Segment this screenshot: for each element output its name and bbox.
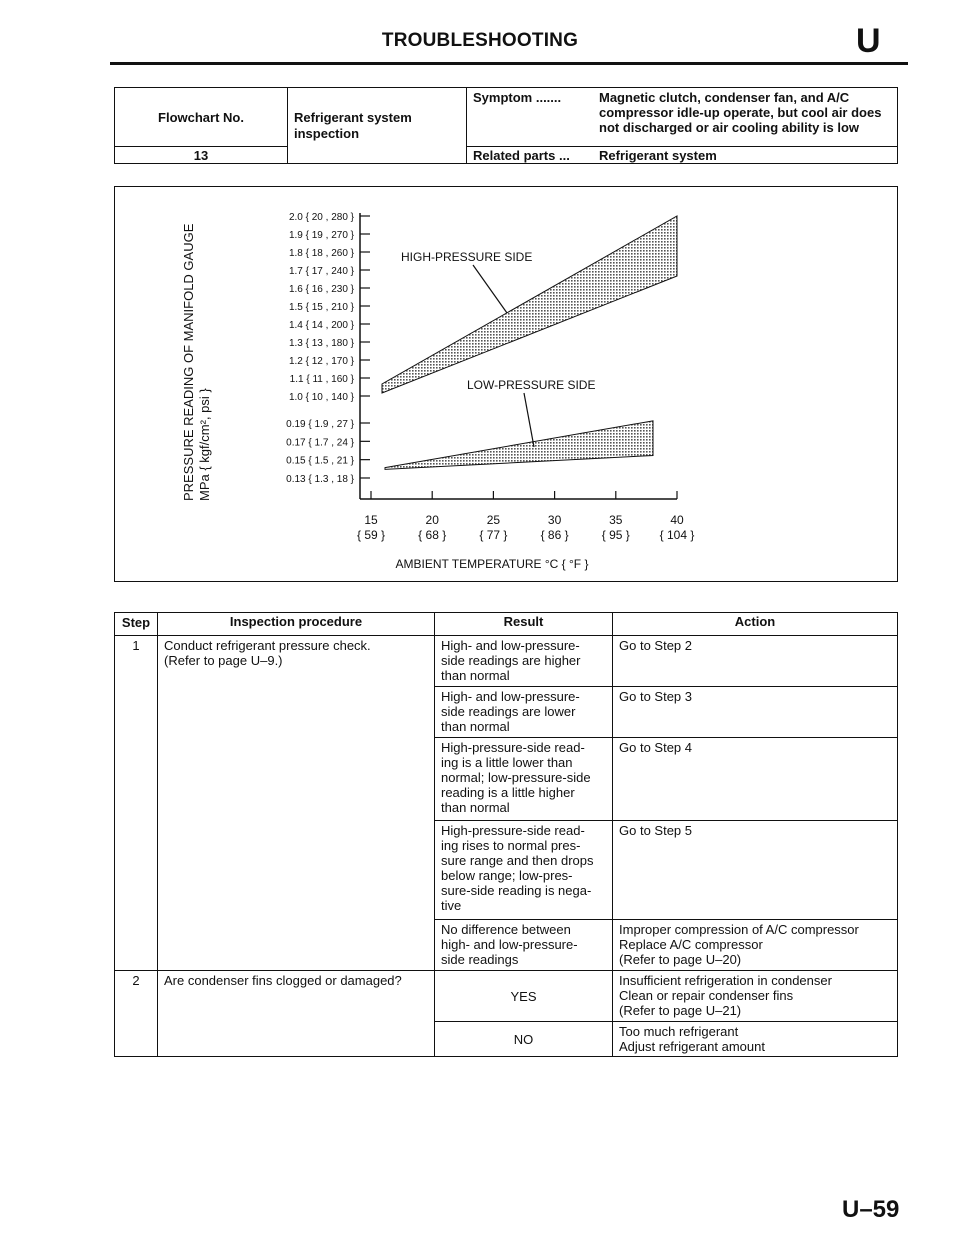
symptom-label: Symptom ....... (473, 90, 562, 105)
y-tick-label: 1.9 { 19 , 270 } (288, 230, 354, 241)
y-tick-label: 1.4 { 14 , 200 } (288, 320, 354, 331)
x-tick-label: 25 (486, 513, 501, 527)
x-tick-label-f: { 59 } (356, 528, 386, 542)
symptom-cell (467, 88, 898, 147)
y-axis-label: PRESSURE READING OF MANIFOLD GAUGE (181, 223, 196, 501)
step-number: 2 (115, 971, 158, 1057)
x-tick-label-f: { 95 } (601, 528, 630, 542)
high-pressure-label: HIGH-PRESSURE SIDE (401, 250, 533, 264)
low-pressure-leader (524, 393, 534, 447)
y-axis-unit-label: MPa { kgf/cm², psi } (197, 388, 212, 501)
y-tick-label: 1.1 { 11 , 160 } (289, 374, 354, 385)
action-cell: Go to Step 4 (613, 738, 898, 821)
y-tick-label: 0.17 { 1.7 , 24 } (286, 437, 354, 449)
action-cell: Insufficient refrigeration in condenser Clean or repair condenser fins (Refer to page U–21) (613, 971, 898, 1022)
result-cell: High-pressure-side read- ing is a little lower than normal; low-pressure-side reading is a little higher than normal (435, 738, 613, 821)
y-tick-label: 1.8 { 18 , 260 } (288, 248, 354, 259)
x-tick-label: 40 (670, 513, 684, 527)
x-tick-label: 20 (425, 513, 439, 527)
inspection-title: Refrigerant system inspection (288, 88, 467, 164)
step-procedure: Are condenser fins clogged or damaged? (158, 971, 435, 1057)
header-action: Action (613, 613, 898, 636)
x-tick-label: 35 (609, 513, 623, 527)
result-cell: High- and low-pressure- side readings are higher than normal (435, 636, 613, 687)
step-procedure: Conduct refrigerant pressure check. (Refer to page U–9.) (158, 636, 435, 971)
y-tick-label: 1.7 { 17 , 240 } (288, 266, 354, 277)
x-tick-label-f: { 104 } (659, 528, 695, 542)
x-tick-label: 30 (547, 513, 562, 527)
step-number: 1 (115, 636, 158, 971)
pressure-chart (115, 187, 897, 581)
y-tick-label: 1.2 { 12 , 170 } (288, 356, 354, 367)
related-text: Refrigerant system (599, 147, 717, 163)
symptom-text: Magnetic clutch, condenser fan, and A/C compressor idle-up operate, but cool air does not discharged or air cooling ability is low (599, 90, 882, 135)
high-pressure-band (382, 216, 677, 393)
y-tick-label: 0.19 { 1.9 , 27 } (286, 419, 354, 430)
result-cell: YES (435, 971, 613, 1022)
x-tick-label-f: { 77 } (479, 528, 508, 542)
page-number: U–59 (842, 1196, 900, 1223)
header-step: Step (115, 613, 158, 636)
y-tick-label: 1.0 { 10 , 140 } (288, 392, 354, 403)
action-cell: Go to Step 3 (613, 687, 898, 738)
x-tick-label-f: { 68 } (418, 528, 447, 542)
result-cell: No difference between high- and low-pressure- side readings (435, 920, 613, 971)
y-tick-label: 1.5 { 15 , 210 } (288, 302, 354, 313)
y-tick-label: 1.3 { 13 , 180 } (288, 338, 354, 349)
y-tick-label: 0.15 { 1.5 , 21 } (286, 455, 354, 467)
low-pressure-band (385, 421, 653, 470)
action-cell: Too much refrigerant Adjust refrigerant amount (613, 1022, 898, 1057)
section-letter: U (856, 22, 881, 60)
header-procedure: Inspection procedure (158, 613, 435, 636)
result-cell: High-pressure-side read- ing rises to normal pres- sure range and then drops below range; low-pres- sure-side reading is nega- tive (435, 821, 613, 920)
info-table (114, 87, 898, 164)
table-row (115, 971, 898, 1022)
action-cell: Go to Step 2 (613, 636, 898, 687)
header-rule (110, 62, 908, 65)
pressure-chart-panel (114, 186, 898, 582)
action-cell: Go to Step 5 (613, 821, 898, 920)
y-tick-label: 2.0 { 20 , 280 } (288, 212, 354, 223)
action-cell: Improper compression of A/C compressor Replace A/C compressor (Refer to page U–20) (613, 920, 898, 971)
flowchart-label: Flowchart No. (115, 88, 288, 147)
page-title: TROUBLESHOOTING (381, 30, 579, 51)
x-tick-label: 15 (364, 513, 378, 527)
related-label: Related parts ... (473, 147, 570, 163)
flowchart-number: 13 (115, 147, 288, 164)
high-pressure-leader (473, 265, 507, 313)
x-tick-label-f: { 86 } (540, 528, 569, 542)
y-tick-label: 0.13 { 1.3 , 18 } (286, 473, 354, 485)
x-axis-label: AMBIENT TEMPERATURE °C { °F } (395, 557, 589, 571)
table-row (115, 636, 898, 687)
header-result: Result (435, 613, 613, 636)
related-cell (467, 147, 898, 164)
y-tick-label: 1.6 { 16 , 230 } (288, 284, 354, 295)
result-cell: High- and low-pressure- side readings are lower than normal (435, 687, 613, 738)
result-cell: NO (435, 1022, 613, 1057)
low-pressure-label: LOW-PRESSURE SIDE (467, 378, 596, 392)
steps-table (114, 612, 898, 1057)
